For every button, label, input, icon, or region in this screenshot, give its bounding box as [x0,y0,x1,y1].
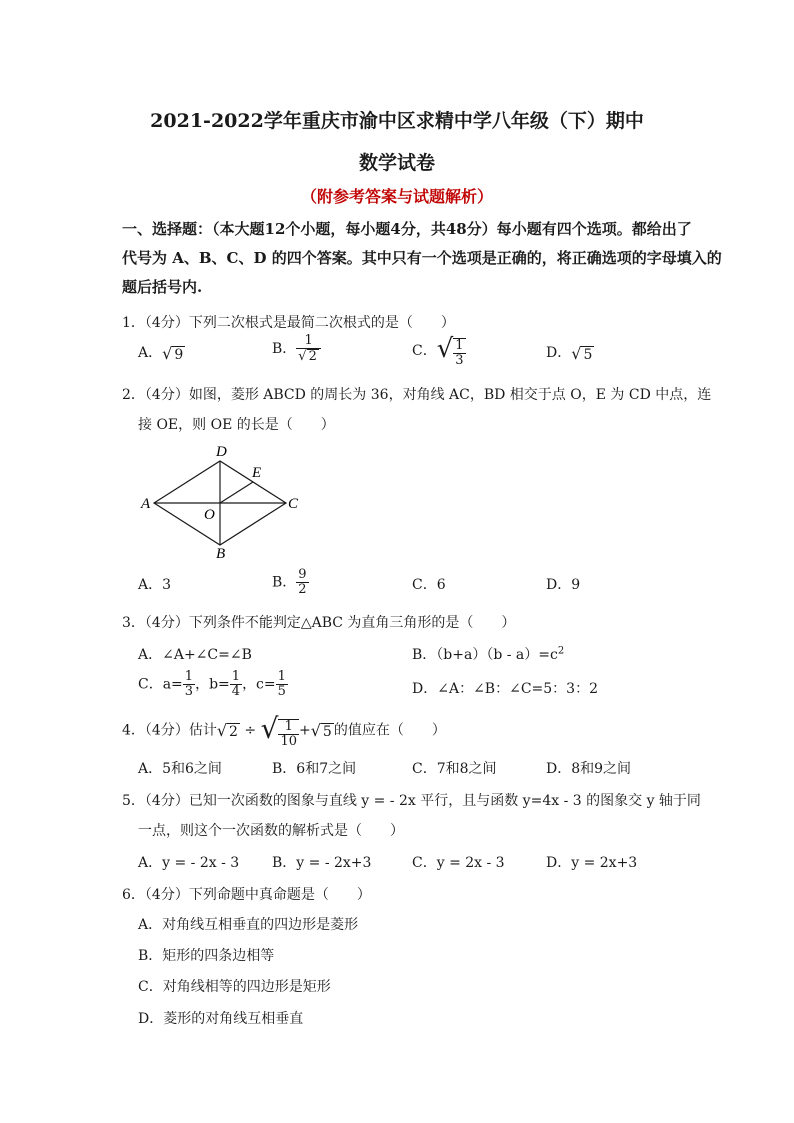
question-5-option-d: D．y = 2x+3 [546,855,638,871]
question-4-option-b: B．6和7之间 [272,761,357,777]
question-1-option-b: B． $\frac{1}{√ 2}$ [272,334,321,364]
question-1-option-c: C．√ $\frac{1}{3}$ [412,334,464,368]
question-1-stem: 1．（4分）下列二次根式是最简二次根式的是（ ） [122,315,455,331]
question-2-stem-line1: 2．（4分）如图，菱形 ABCD 的周长为 36，对角线 AC，BD 相交于点 O，E 为 CD 中点，连 [122,387,712,403]
question-2-option-b: B． $\frac{9}{2}$ [272,567,307,597]
question-4-option-d: D．8和9之间 [546,761,632,777]
question-2-stem-line2: 接 OE，则 OE 的长是（ ） [138,417,335,433]
question-3-option-b: B．$(b+a)(b - a)=c^2$ [412,645,565,663]
section-instruction-line1: 一、选择题：（本大题12个小题，每小题4分，共48分）每小题有四个选项。都给出了 [122,220,692,238]
question-5-stem-line2: 一点，则这个一次函数的解析式是（ ） [138,823,404,839]
label-d: D [216,444,227,460]
label-a: A [141,496,151,512]
question-2-option-d: D．9 [546,577,581,593]
segment-oe [220,482,253,503]
question-3-stem: 3．（4分）下列条件不能判定△ABC 为直角三角形的是（ ） [122,615,516,631]
question-1-option-a: A．√ 9 [138,343,184,363]
question-4-option-a: A．5和6之间 [138,761,222,777]
question-5-stem-line1: 5．（4分）已知一次函数的图象与直线 y = - 2x 平行，且与函数 y=4x - 3 的图象交 y 轴于同 [122,793,701,809]
rhombus-diagram [136,440,306,565]
question-4-option-c: C．7和8之间 [412,761,497,777]
question-1-option-d: D．√ 5 [546,343,593,363]
question-3-option-c: C．a= $\frac{1}{3}$ ，b= $\frac{1}{4}$ ，c= $\frac{1}{5}$ [138,669,286,699]
question-5-option-a: A．y = - 2x - 3 [138,855,240,871]
label-b: B [216,546,226,562]
question-3-option-d: D．∠A：∠B：∠C=5：3：2 [412,681,598,697]
question-6-option-b: B．矩形的四条边相等 [138,948,275,964]
page-title-line2: 数学试卷 [358,152,435,174]
question-6-stem: 6．（4分）下列命题中真命题是（ ） [122,887,371,903]
label-o: O [204,507,215,523]
question-2-option-a: A．3 [138,577,172,593]
question-5-option-b: B．y = - 2x+3 [272,855,372,871]
question-4-stem: 4．（4分）估计√ 2 ÷ √ $\frac{1}{10}$ +√ 5 的值应在（ ） [122,712,446,749]
section-instruction-line3: 题后括号内. [122,278,203,296]
page-title: 2021-2022学年重庆市渝中区求精中学八年级（下）期中 [150,110,644,132]
page-subtitle: （附参考答案与试题解析） [300,187,493,206]
label-e: E [252,465,262,481]
question-6-option-c: C．对角线相等的四边形是矩形 [138,979,331,995]
question-2-option-c: C．6 [412,577,446,593]
section-instruction-line2: 代号为 A、B、C、D 的四个答案。其中只有一个选项是正确的，将正确选项的字母填入的 [122,249,722,267]
question-3-option-a: A．∠A+∠C=∠B [138,647,252,663]
question-6-option-a: A．对角线互相垂直的四边形是菱形 [138,917,359,933]
question-6-option-d: D．菱形的对角线互相垂直 [138,1011,304,1027]
question-5-option-c: C．y = 2x - 3 [412,855,505,871]
label-c: C [288,496,299,512]
